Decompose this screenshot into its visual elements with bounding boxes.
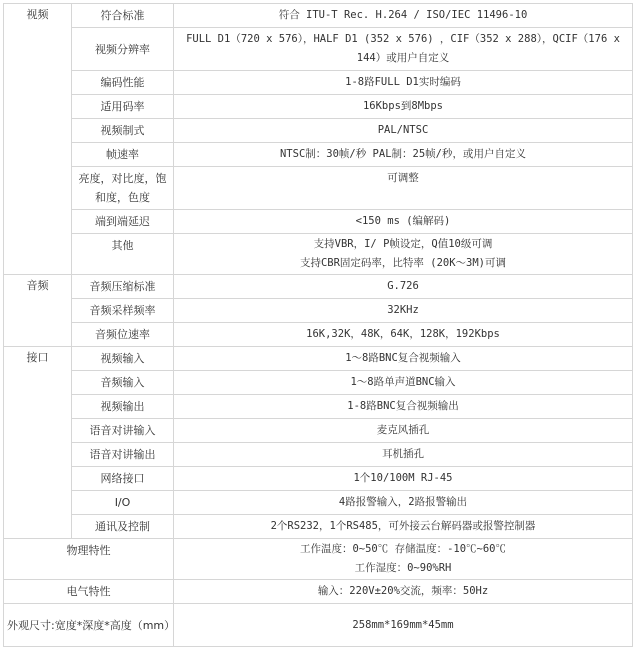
row-value-line: 支持VBR，I/ P帧设定，Q值10级可调: [313, 238, 493, 250]
row-value: NTSC制：30帧/秒 PAL制：25帧/秒，或用户自定义: [174, 143, 633, 167]
row-value: 4路报警输入，2路报警输出: [174, 491, 633, 515]
row-value: 麦克风插孔: [174, 419, 633, 443]
row-value: 可调整: [174, 167, 633, 210]
row-label: 适用码率: [72, 95, 174, 119]
row-value: G.726: [174, 275, 633, 299]
row-label: 亮度，对比度，饱和度，色度: [72, 167, 174, 210]
table-row: [4, 95, 633, 119]
row-label: 符合标准: [72, 4, 174, 28]
row-value-line: 支持CBR固定码率，比特率 (20K～3M)可调: [299, 257, 507, 269]
row-label: 网络接口: [72, 467, 174, 491]
row-label: 语音对讲输出: [72, 443, 174, 467]
table-row: [4, 299, 633, 323]
row-value: [174, 539, 633, 580]
table-row: [4, 515, 633, 539]
table-row: [4, 580, 633, 604]
table-row: [4, 604, 633, 647]
row-value: 1-8路BNC复合视频输出: [174, 395, 633, 419]
table-row: [4, 323, 633, 347]
row-value-line: 工作温度：0~50℃ 存储温度：-10℃~60℃: [299, 543, 507, 555]
row-value: 258mm*169mm*45mm: [174, 604, 633, 647]
row-value: 输入：220V±20%交流，频率：50Hz: [174, 580, 633, 604]
row-value: <150 ms (编解码): [174, 210, 633, 234]
row-label: 语音对讲输入: [72, 419, 174, 443]
table-row: [4, 443, 633, 467]
table-row: [4, 234, 633, 275]
row-label: 音频压缩标准: [72, 275, 174, 299]
row-label: 视频制式: [72, 119, 174, 143]
table-row: [4, 347, 633, 371]
table-row: [4, 419, 633, 443]
row-value: FULL D1（720 x 576），HALF D1 (352 x 576) ，CIF（352 x 288），QCIF（176 x 144）或用户自定义: [174, 28, 633, 71]
row-value: 16Kbps到8Mbps: [174, 95, 633, 119]
table-row: [4, 71, 633, 95]
row-value: 16K,32K，48K，64K，128K，192Kbps: [174, 323, 633, 347]
table-row: [4, 143, 633, 167]
table-row: [4, 119, 633, 143]
table-row: [4, 275, 633, 299]
row-value: 32KHz: [174, 299, 633, 323]
row-label: 电气特性: [4, 580, 174, 604]
row-label: 视频输出: [72, 395, 174, 419]
table-row: [4, 467, 633, 491]
table-row: [4, 491, 633, 515]
row-label: 其他: [72, 234, 174, 275]
row-label: 音频位速率: [72, 323, 174, 347]
table-row: [4, 371, 633, 395]
spec-table: [3, 3, 633, 647]
row-value: 1～8路单声道BNC输入: [174, 371, 633, 395]
table-row: [4, 210, 633, 234]
table-row: [4, 167, 633, 210]
table-row: [4, 28, 633, 71]
group-audio: 音频: [4, 275, 72, 347]
row-value: 耳机插孔: [174, 443, 633, 467]
row-label: 编码性能: [72, 71, 174, 95]
row-value: 1-8路FULL D1实时编码: [174, 71, 633, 95]
row-label: 帧速率: [72, 143, 174, 167]
row-label: 音频输入: [72, 371, 174, 395]
row-label: I/O: [72, 491, 174, 515]
table-row: [4, 539, 633, 580]
row-label: 视频输入: [72, 347, 174, 371]
row-value: [174, 234, 633, 275]
row-label: 端到端延迟: [72, 210, 174, 234]
row-value: 1个10/100M RJ-45: [174, 467, 633, 491]
group-video: 视频: [4, 4, 72, 275]
row-label: 通讯及控制: [72, 515, 174, 539]
row-value: 2个RS232，1个RS485，可外接云台解码器或报警控制器: [174, 515, 633, 539]
row-label: 视频分辨率: [72, 28, 174, 71]
row-label: 外观尺寸:宽度*深度*高度（mm）: [4, 604, 174, 647]
row-label: 音频采样频率: [72, 299, 174, 323]
row-value-line: 工作湿度：0~90%RH: [354, 562, 452, 574]
group-interface: 接口: [4, 347, 72, 539]
table-row: [4, 4, 633, 28]
row-value: PAL/NTSC: [174, 119, 633, 143]
row-value: 符合 ITU-T Rec. H.264 / ISO/IEC 11496-10: [174, 4, 633, 28]
row-value: 1～8路BNC复合视频输入: [174, 347, 633, 371]
row-label: 物理特性: [4, 539, 174, 580]
table-row: [4, 395, 633, 419]
